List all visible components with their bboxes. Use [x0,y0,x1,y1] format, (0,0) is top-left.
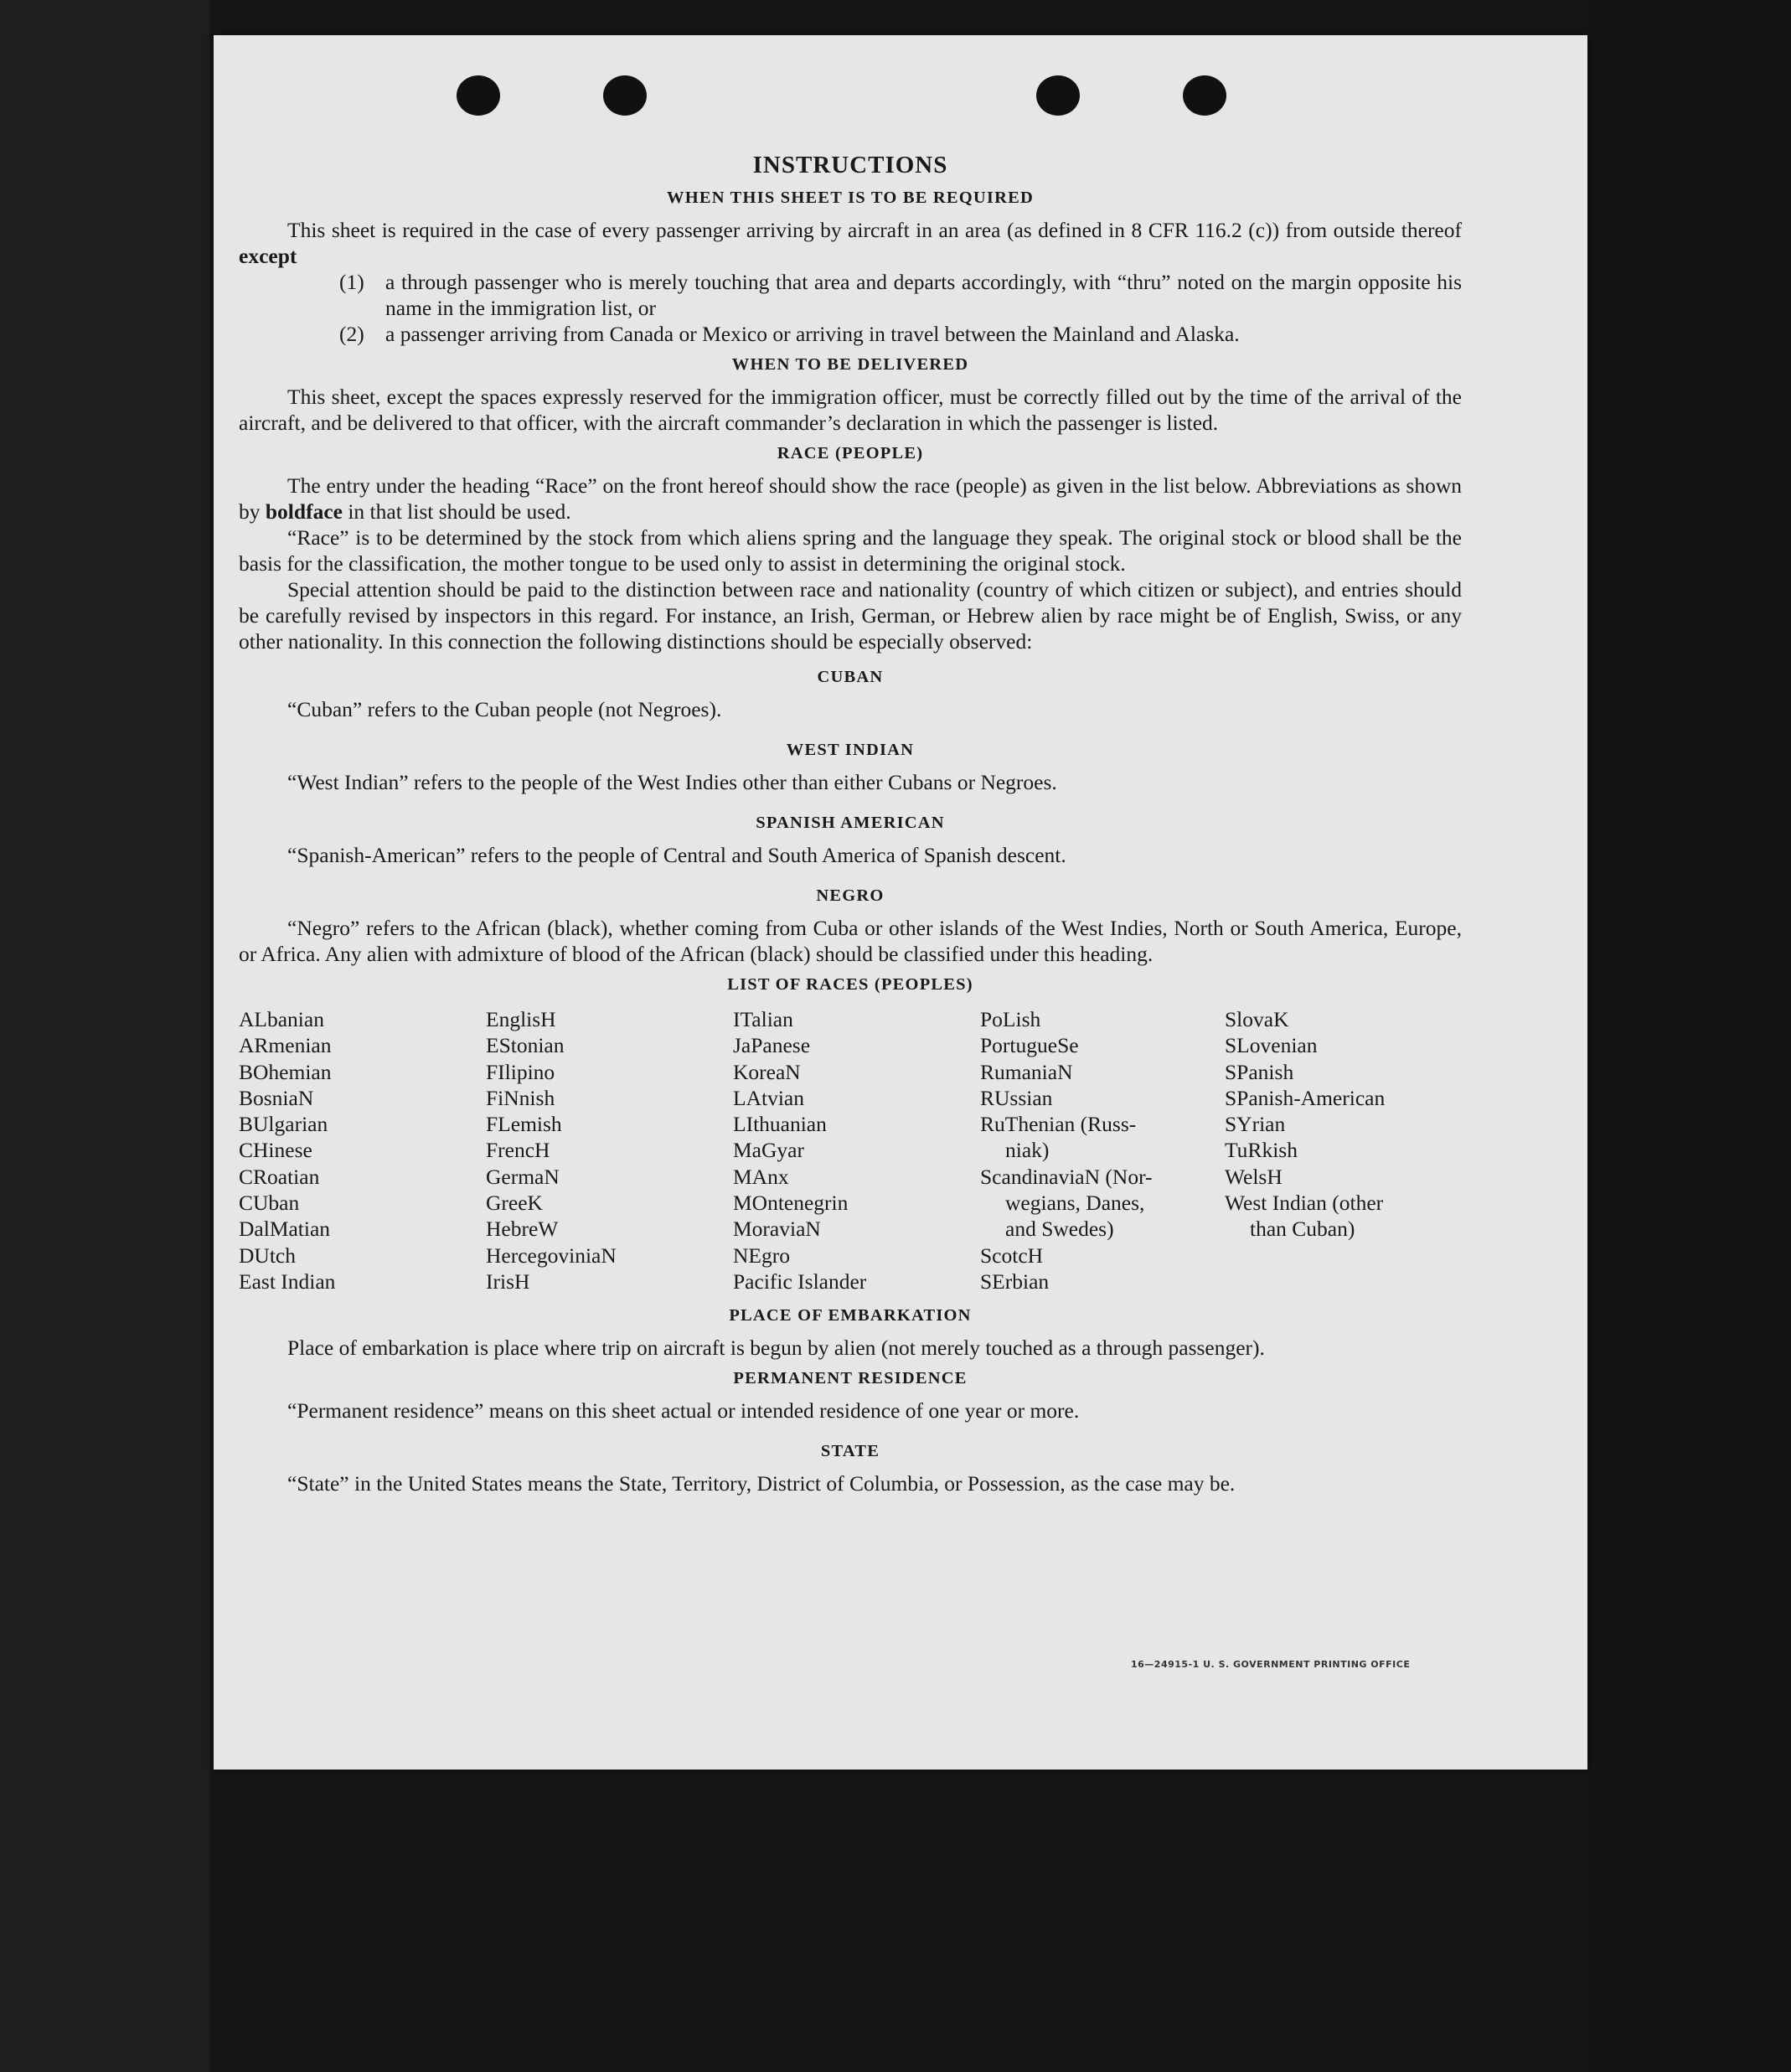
race-entry: SPanish [1225,1059,1294,1084]
race-entry: BosniaN [239,1085,314,1110]
race-entry: HebreW [486,1217,559,1242]
race-entry-continued: and Swedes) [1005,1217,1114,1242]
race-entry: West Indian (other [1225,1191,1384,1216]
race-entry: ITalian [733,1007,793,1031]
race-entry: JaPanese [733,1033,811,1058]
race-entry: LIthuanian [733,1112,827,1137]
section-heading: SPANISH AMERICAN [756,814,945,832]
film-border-right [1587,0,1791,2072]
race-entry: KoreaN [733,1059,801,1084]
race-entry: RuThenian (Russ- [980,1112,1137,1137]
section-heading: WEST INDIAN [786,741,915,759]
race-entry: MoraviaN [733,1217,821,1242]
paragraph [239,473,1462,524]
race-entry: SYrian [1225,1112,1286,1137]
section-heading: STATE [820,1442,880,1461]
race-entry: RumaniaN [980,1059,1073,1084]
list-item [339,321,1462,347]
paragraph: “West Indian” refers to the people of the West Indies other than either Cubans or Negroes. [287,770,1057,794]
race-entry: SErbian [980,1269,1050,1294]
paragraph [239,217,1462,269]
paragraph: “Negro” refers to the African (black), whether coming from Cuba or other islands of the West Indies, North or South America, Europe, or Africa. Any alien with admixture of blood of the African (black) should be classified under this heading. [239,916,1462,966]
race-entry: ARmenian [239,1033,332,1058]
paragraph: This sheet, except the spaces expressly reserved for the immigration officer, must be correctly filled out by the time of the arrival of the aircraft, and be delivered to that officer, with the aircraft commander’s declaration in which the passenger is listed. [239,385,1462,435]
race-entry-continued: than Cuban) [1250,1217,1355,1242]
race-entry: DUtch [239,1243,296,1268]
race-entry: IrisH [486,1269,530,1294]
section-heading: RACE (PEOPLE) [777,444,924,462]
race-entry: FrencH [486,1138,550,1163]
race-entry: Pacific Islander [733,1269,867,1294]
race-entry: ScotcH [980,1243,1044,1268]
race-column [1225,1006,1443,1294]
item-number: (1) [339,270,364,294]
race-entry: EStonian [486,1033,565,1058]
race-entry: PortugueSe [980,1033,1079,1058]
race-entry: DalMatian [239,1217,331,1242]
race-entry: CUban [239,1191,300,1216]
race-entry: GreeK [486,1191,543,1216]
race-entry: HercegoviniaN [486,1243,617,1268]
list-item [339,269,1462,321]
item-number: (2) [339,322,364,346]
race-entry-continued: niak) [1005,1138,1050,1163]
page-title: INSTRUCTIONS [752,152,948,178]
race-entry: CRoatian [239,1164,320,1189]
race-entry: GermaN [486,1164,560,1189]
race-column [733,1006,980,1294]
race-column [486,1006,733,1294]
race-entry: LAtvian [733,1085,804,1110]
race-entry: East Indian [239,1269,336,1294]
race-entry: MaGyar [733,1138,804,1163]
race-entry: FIlipino [486,1059,555,1084]
paragraph: Place of embarkation is place where trip on aircraft is begun by alien (not merely touched as a through passenger). [287,1336,1265,1361]
race-entry: RUssian [980,1085,1053,1110]
race-column [980,1006,1225,1294]
film-border-left [0,0,209,2072]
emphasis-text: except [239,244,297,268]
race-entry: CHinese [239,1138,312,1163]
paragraph: “Race” is to be determined by the stock from which aliens spring and the language they speak. The original stock or blood shall be the basis for the classification, the mother tongue to be used only to assist in determining the original stock. [239,525,1462,576]
paragraph-text: This sheet is required in the case of every passenger arriving by aircraft in an area (as defined in 8 CFR 116.2 (c)) from outside thereof [287,218,1462,242]
race-entry: NEgro [733,1243,790,1268]
race-entry: PoLish [980,1007,1041,1031]
paragraph: “Cuban” refers to the Cuban people (not Negroes). [287,697,722,721]
paragraph-text: The entry under the heading “Race” on the front hereof should show the race (people) as given in the list below. Abbreviations as shown by [239,473,1462,524]
race-entry: BUlgarian [239,1112,328,1137]
section-heading: PERMANENT RESIDENCE [733,1369,968,1388]
race-entry: EnglisH [486,1007,556,1031]
item-text: a through passenger who is merely touching that area and departs accordingly, with “thru” noted on the margin opposite his name in the immigration list, or [385,270,1462,320]
instructions-content [239,152,1462,1496]
punch-hole [457,75,500,116]
paragraph: “Spanish-American” refers to the people of Central and South America of Spanish descent. [287,843,1066,867]
punch-hole [1036,75,1080,116]
paragraph: Special attention should be paid to the distinction between race and nationality (country of which citizen or subject), and entries should be carefully revised by inspectors in this regard. For instance, an Irish, German, or Hebrew alien by race might be of English, Swiss, or any other nationality. In this connection the following distinctions should be especially observed: [239,577,1462,654]
race-entry-continued: wegians, Danes, [1005,1191,1145,1216]
printer-imprint: 16—24915-1 U. S. GOVERNMENT PRINTING OFFICE [1131,1659,1411,1670]
race-entry: FLemish [486,1112,562,1137]
item-text: a passenger arriving from Canada or Mexico or arriving in travel between the Mainland and Alaska. [385,322,1240,346]
race-entry: SLovenian [1225,1033,1318,1058]
race-entry: SPanish-American [1225,1085,1386,1110]
section-heading: PLACE OF EMBARKATION [729,1306,972,1325]
punch-hole [1183,75,1226,116]
race-entry: ScandinaviaN (Nor- [980,1164,1153,1189]
punch-hole [603,75,647,116]
emphasis-text: boldface [265,499,343,524]
race-column [239,1006,486,1294]
race-list [239,1006,1462,1294]
section-heading: WHEN TO BE DELIVERED [731,355,969,374]
document-sheet [214,35,1587,1770]
paragraph: “State” in the United States means the State, Territory, District of Columbia, or Possession, as the case may be. [287,1471,1236,1496]
section-heading: WHEN THIS SHEET IS TO BE REQUIRED [667,189,1034,207]
section-heading: NEGRO [816,886,885,905]
paragraph: “Permanent residence” means on this sheet actual or intended residence of one year or more. [287,1398,1080,1424]
section-heading: LIST OF RACES (PEOPLES) [727,975,973,994]
race-entry: FiNnish [486,1085,555,1110]
race-entry: SlovaK [1225,1007,1289,1031]
race-entry: ALbanian [239,1007,324,1031]
race-entry: TuRkish [1225,1138,1298,1163]
race-entry: WelsH [1225,1164,1283,1189]
section-heading: CUBAN [817,668,884,686]
race-entry: MOntenegrin [733,1191,849,1216]
race-entry: BOhemian [239,1059,332,1084]
race-entry: MAnx [733,1164,789,1189]
paragraph-text: in that list should be used. [342,499,571,524]
